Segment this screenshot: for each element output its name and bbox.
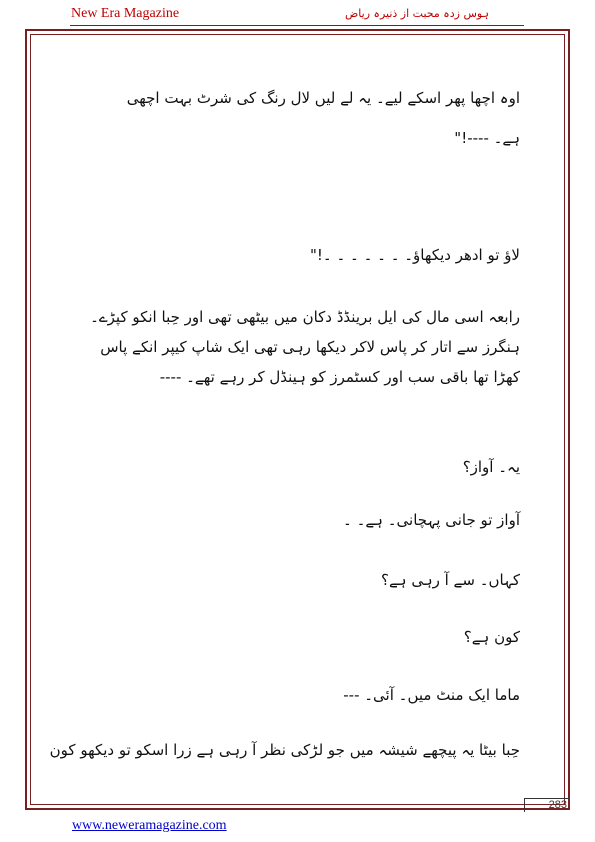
header-divider — [70, 25, 524, 26]
text-line: لاؤ تو ادھر دیکھاؤ۔ ۔ ۔ ۔ ۔ ۔ ۔!" — [310, 246, 520, 264]
paragraph-3 — [92, 302, 520, 392]
text-line: ہے۔ ----!" — [454, 129, 520, 147]
dialogue-line: ماما ایک منٹ میں۔ آئی۔ --- — [343, 686, 520, 704]
dialogue-line: یہ۔ آواز؟ — [462, 458, 520, 476]
text-line: ہنگرز سے اتار کر پاس لاکر دیکھا رہی تھی ایک شاپ کیپر انکے پاس — [100, 338, 520, 356]
page-number: 283 — [548, 799, 567, 811]
text-line: اوہ اچھا پھر اسکے لیے۔ یہ لے لیں لال رنگ کی شرٹ بہت اچھی — [126, 89, 520, 107]
dialogue-line: آواز تو جانی پہچانی۔ ہے۔ ۔ — [343, 511, 520, 529]
dialogue-line: کون ہے؟ — [463, 628, 520, 646]
magazine-name: New Era Magazine — [71, 6, 180, 21]
text-line: رابعہ اسی مال کی ایل برینڈڈ دکان میں بیٹھی تھی اور حِبا انکو کپڑے۔ — [90, 308, 520, 326]
paragraph-2 — [92, 240, 520, 270]
dialogue-line: کہاں۔ سے آ رہی ہے؟ — [381, 571, 520, 589]
paragraph-1 — [92, 78, 520, 158]
story-title: ہوس زدہ محبت از ذنیرہ ریاض — [345, 7, 489, 20]
text-line: حِبا بیٹا یہ پیچھے شیشہ میں جو لڑکی نظر آ رہی ہے زرا اسکو تو دیکھو کون — [49, 741, 520, 759]
text-line: کھڑا تھا باقی سب اور کسٹمرز کو ہینڈل کر رہے تھے۔ ---- — [159, 368, 520, 386]
website-link[interactable]: www.neweramagazine.com — [72, 818, 227, 833]
page-number-box — [524, 798, 569, 812]
paragraph-9 — [49, 735, 520, 765]
